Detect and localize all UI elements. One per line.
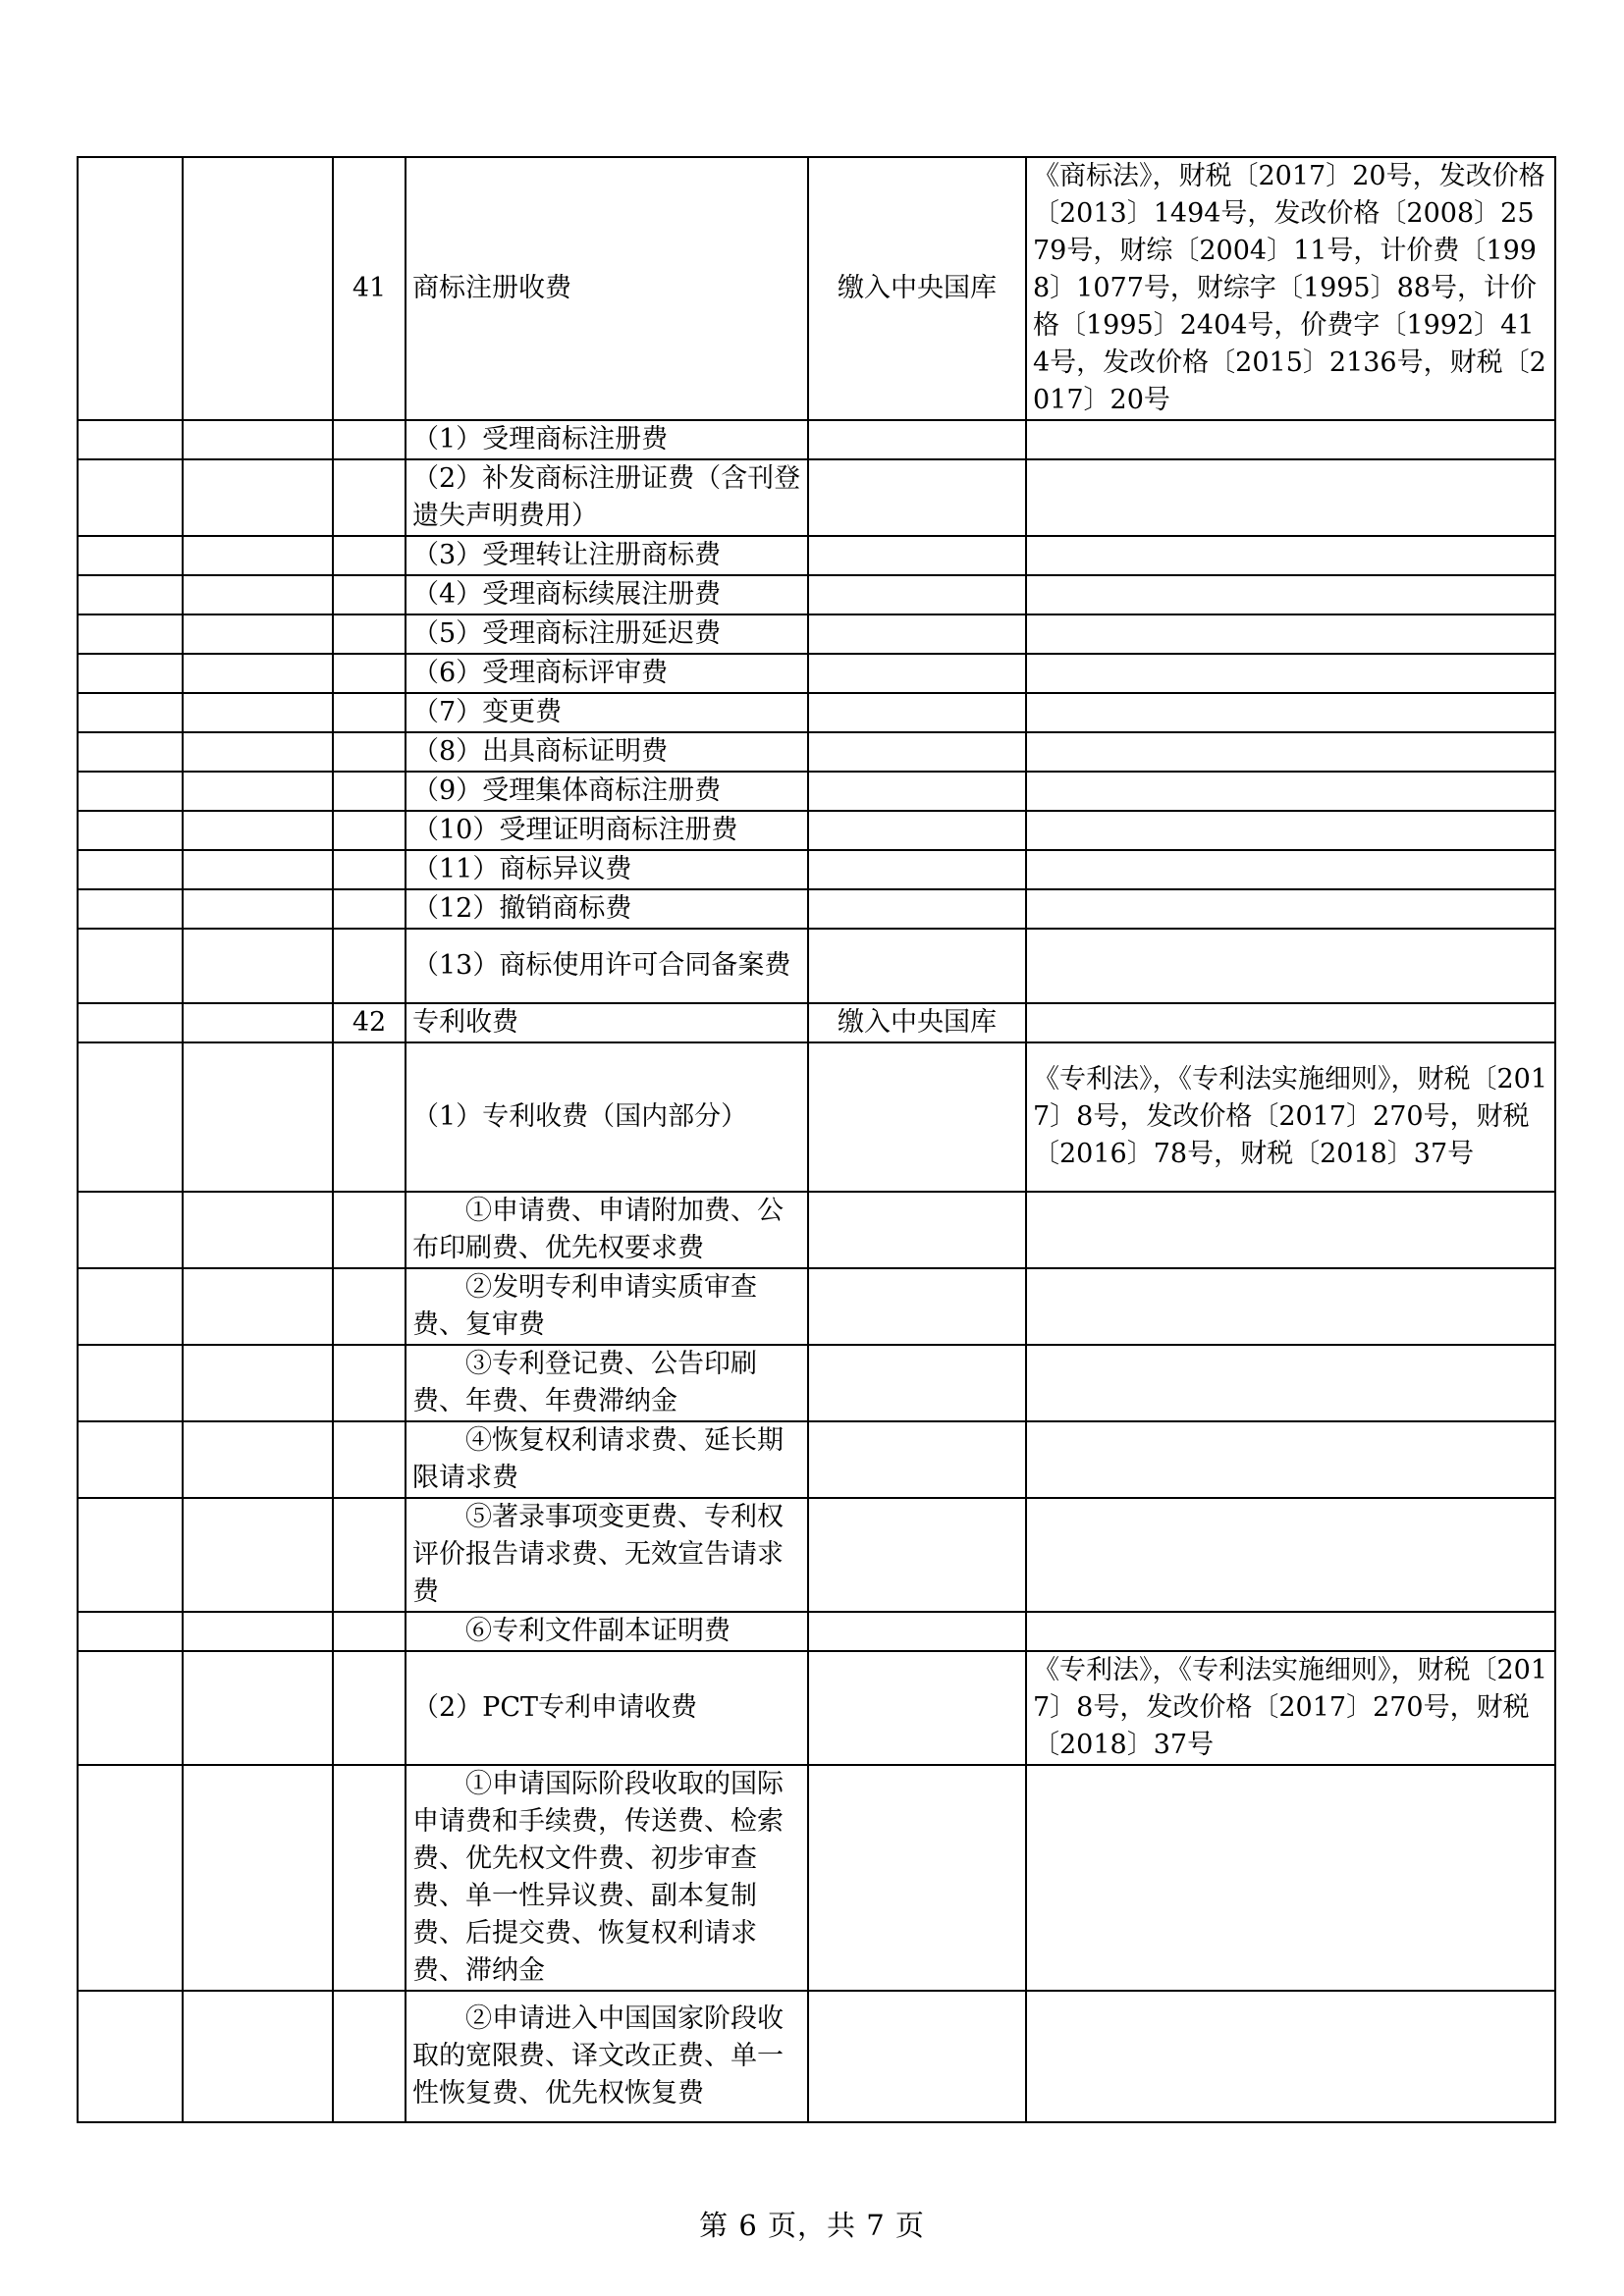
destination-cell — [808, 536, 1026, 575]
item-name-cell: ②发明专利申请实质审查费、复审费 — [406, 1268, 808, 1345]
basis-cell — [1026, 732, 1555, 772]
item-number-cell: 42 — [333, 1003, 406, 1042]
basis-cell — [1026, 1268, 1555, 1345]
table-row — [78, 1192, 1555, 1268]
subcategory-cell — [183, 1003, 333, 1042]
basis-cell: 《商标法》，财税〔2017〕20号，发改价格〔2013〕1494号，发改价格〔2008〕2579号，财综〔2004〕11号，计价费〔1998〕1077号，财综字〔1995〕88号，计价格〔1995〕2404号，价费字〔1992〕414号，发改价格〔2015〕2136号，财税〔2017〕20号 — [1026, 157, 1555, 420]
basis-cell — [1026, 1498, 1555, 1612]
item-name-cell: ①申请费、申请附加费、公布印刷费、优先权要求费 — [406, 1192, 808, 1268]
item-name-cell: 专利收费 — [406, 1003, 808, 1042]
basis-cell — [1026, 536, 1555, 575]
category-cell — [78, 614, 183, 654]
subcategory-cell — [183, 1192, 333, 1268]
table-row — [78, 1498, 1555, 1612]
item-number-cell — [333, 654, 406, 693]
category-cell — [78, 1612, 183, 1651]
table-row — [78, 1042, 1555, 1192]
item-number-cell — [333, 1991, 406, 2122]
subcategory-cell — [183, 614, 333, 654]
table-row — [78, 157, 1555, 420]
subcategory-cell — [183, 157, 333, 420]
category-cell — [78, 1268, 183, 1345]
fee-table — [77, 156, 1556, 2123]
subcategory-cell — [183, 575, 333, 614]
table-row — [78, 693, 1555, 732]
fee-table-body — [78, 157, 1555, 2122]
item-name-cell: （2）补发商标注册证费（含刊登遗失声明费用） — [406, 459, 808, 536]
category-cell — [78, 1042, 183, 1192]
item-number-cell — [333, 1612, 406, 1651]
subcategory-cell — [183, 1421, 333, 1498]
table-row — [78, 536, 1555, 575]
subcategory-cell — [183, 732, 333, 772]
destination-cell — [808, 1192, 1026, 1268]
basis-cell — [1026, 889, 1555, 929]
category-cell — [78, 575, 183, 614]
item-name-cell: （9）受理集体商标注册费 — [406, 772, 808, 811]
item-number-cell — [333, 1192, 406, 1268]
destination-cell — [808, 1042, 1026, 1192]
category-cell — [78, 929, 183, 1003]
item-number-cell: 41 — [333, 157, 406, 420]
destination-cell — [808, 1268, 1026, 1345]
basis-cell — [1026, 1345, 1555, 1421]
category-cell — [78, 1345, 183, 1421]
item-name-cell: （12）撤销商标费 — [406, 889, 808, 929]
item-name-cell: ④恢复权利请求费、延长期限请求费 — [406, 1421, 808, 1498]
item-name-cell: （3）受理转让注册商标费 — [406, 536, 808, 575]
table-row — [78, 850, 1555, 889]
table-row — [78, 732, 1555, 772]
destination-cell — [808, 1765, 1026, 1991]
destination-cell — [808, 1345, 1026, 1421]
subcategory-cell — [183, 693, 333, 732]
subcategory-cell — [183, 654, 333, 693]
destination-cell — [808, 420, 1026, 459]
category-cell — [78, 1003, 183, 1042]
destination-cell — [808, 459, 1026, 536]
item-name-cell: （2）PCT专利申请收费 — [406, 1651, 808, 1765]
subcategory-cell — [183, 1991, 333, 2122]
category-cell — [78, 157, 183, 420]
destination-cell — [808, 1498, 1026, 1612]
table-row — [78, 1268, 1555, 1345]
item-number-cell — [333, 575, 406, 614]
item-name-cell: （10）受理证明商标注册费 — [406, 811, 808, 850]
subcategory-cell — [183, 1651, 333, 1765]
subcategory-cell — [183, 1345, 333, 1421]
item-name-cell: （1）受理商标注册费 — [406, 420, 808, 459]
destination-cell — [808, 575, 1026, 614]
category-cell — [78, 420, 183, 459]
item-number-cell — [333, 929, 406, 1003]
basis-cell — [1026, 850, 1555, 889]
table-row — [78, 420, 1555, 459]
basis-cell: 《专利法》，《专利法实施细则》，财税〔2017〕8号，发改价格〔2017〕270号，财税〔2018〕37号 — [1026, 1651, 1555, 1765]
category-cell — [78, 536, 183, 575]
item-number-cell — [333, 1345, 406, 1421]
subcategory-cell — [183, 459, 333, 536]
destination-cell — [808, 889, 1026, 929]
item-name-cell: （5）受理商标注册延迟费 — [406, 614, 808, 654]
table-row — [78, 1003, 1555, 1042]
category-cell — [78, 459, 183, 536]
subcategory-cell — [183, 1268, 333, 1345]
item-name-cell: （8）出具商标证明费 — [406, 732, 808, 772]
destination-cell — [808, 929, 1026, 1003]
item-number-cell — [333, 1421, 406, 1498]
item-number-cell — [333, 732, 406, 772]
subcategory-cell — [183, 772, 333, 811]
subcategory-cell — [183, 929, 333, 1003]
item-name-cell: ①申请国际阶段收取的国际申请费和手续费，传送费、检索费、优先权文件费、初步审查费、单一性异议费、副本复制费、后提交费、恢复权利请求费、滞纳金 — [406, 1765, 808, 1991]
table-row — [78, 889, 1555, 929]
destination-cell — [808, 732, 1026, 772]
subcategory-cell — [183, 850, 333, 889]
basis-cell — [1026, 929, 1555, 1003]
table-row — [78, 1421, 1555, 1498]
basis-cell — [1026, 1765, 1555, 1991]
item-number-cell — [333, 1268, 406, 1345]
subcategory-cell — [183, 420, 333, 459]
destination-cell — [808, 1612, 1026, 1651]
item-name-cell: ⑥专利文件副本证明费 — [406, 1612, 808, 1651]
item-name-cell: （6）受理商标评审费 — [406, 654, 808, 693]
subcategory-cell — [183, 889, 333, 929]
basis-cell — [1026, 772, 1555, 811]
destination-cell — [808, 1651, 1026, 1765]
basis-cell — [1026, 459, 1555, 536]
item-name-cell: ③专利登记费、公告印刷费、年费、年费滞纳金 — [406, 1345, 808, 1421]
item-name-cell: （1）专利收费（国内部分） — [406, 1042, 808, 1192]
destination-cell: 缴入中央国库 — [808, 1003, 1026, 1042]
table-row — [78, 772, 1555, 811]
category-cell — [78, 1991, 183, 2122]
subcategory-cell — [183, 1042, 333, 1192]
item-number-cell — [333, 459, 406, 536]
category-cell — [78, 1651, 183, 1765]
item-number-cell — [333, 1042, 406, 1192]
item-number-cell — [333, 693, 406, 732]
table-row — [78, 929, 1555, 1003]
item-number-cell — [333, 772, 406, 811]
item-number-cell — [333, 420, 406, 459]
basis-cell — [1026, 693, 1555, 732]
destination-cell: 缴入中央国库 — [808, 157, 1026, 420]
item-number-cell — [333, 614, 406, 654]
subcategory-cell — [183, 536, 333, 575]
category-cell — [78, 772, 183, 811]
item-number-cell — [333, 889, 406, 929]
table-row — [78, 1651, 1555, 1765]
category-cell — [78, 850, 183, 889]
item-name-cell: （11）商标异议费 — [406, 850, 808, 889]
basis-cell — [1026, 420, 1555, 459]
category-cell — [78, 654, 183, 693]
basis-cell — [1026, 575, 1555, 614]
subcategory-cell — [183, 1765, 333, 1991]
basis-cell: 《专利法》，《专利法实施细则》，财税〔2017〕8号，发改价格〔2017〕270号，财税〔2016〕78号，财税〔2018〕37号 — [1026, 1042, 1555, 1192]
table-row — [78, 1765, 1555, 1991]
category-cell — [78, 889, 183, 929]
item-number-cell — [333, 1765, 406, 1991]
category-cell — [78, 1421, 183, 1498]
basis-cell — [1026, 811, 1555, 850]
item-number-cell — [333, 1498, 406, 1612]
table-row — [78, 1612, 1555, 1651]
basis-cell — [1026, 1421, 1555, 1498]
category-cell — [78, 1498, 183, 1612]
destination-cell — [808, 1991, 1026, 2122]
subcategory-cell — [183, 1498, 333, 1612]
item-name-cell: ⑤著录事项变更费、专利权评价报告请求费、无效宣告请求费 — [406, 1498, 808, 1612]
category-cell — [78, 1765, 183, 1991]
table-row — [78, 1345, 1555, 1421]
category-cell — [78, 1192, 183, 1268]
category-cell — [78, 693, 183, 732]
item-name-cell: （7）变更费 — [406, 693, 808, 732]
item-name-cell: （4）受理商标续展注册费 — [406, 575, 808, 614]
table-row — [78, 811, 1555, 850]
destination-cell — [808, 850, 1026, 889]
item-number-cell — [333, 536, 406, 575]
item-number-cell — [333, 1651, 406, 1765]
item-number-cell — [333, 811, 406, 850]
page-number: 第 6 页，共 7 页 — [699, 2209, 925, 2242]
subcategory-cell — [183, 811, 333, 850]
item-name-cell: （13）商标使用许可合同备案费 — [406, 929, 808, 1003]
basis-cell — [1026, 1612, 1555, 1651]
destination-cell — [808, 693, 1026, 732]
item-name-cell: ②申请进入中国国家阶段收取的宽限费、译文改正费、单一性恢复费、优先权恢复费 — [406, 1991, 808, 2122]
destination-cell — [808, 1421, 1026, 1498]
category-cell — [78, 732, 183, 772]
basis-cell — [1026, 614, 1555, 654]
table-row — [78, 654, 1555, 693]
subcategory-cell — [183, 1612, 333, 1651]
basis-cell — [1026, 1991, 1555, 2122]
item-name-cell: 商标注册收费 — [406, 157, 808, 420]
table-row — [78, 1991, 1555, 2122]
destination-cell — [808, 811, 1026, 850]
table-row — [78, 575, 1555, 614]
basis-cell — [1026, 654, 1555, 693]
item-number-cell — [333, 850, 406, 889]
basis-cell — [1026, 1003, 1555, 1042]
table-row — [78, 459, 1555, 536]
destination-cell — [808, 772, 1026, 811]
table-row — [78, 614, 1555, 654]
destination-cell — [808, 614, 1026, 654]
category-cell — [78, 811, 183, 850]
basis-cell — [1026, 1192, 1555, 1268]
destination-cell — [808, 654, 1026, 693]
